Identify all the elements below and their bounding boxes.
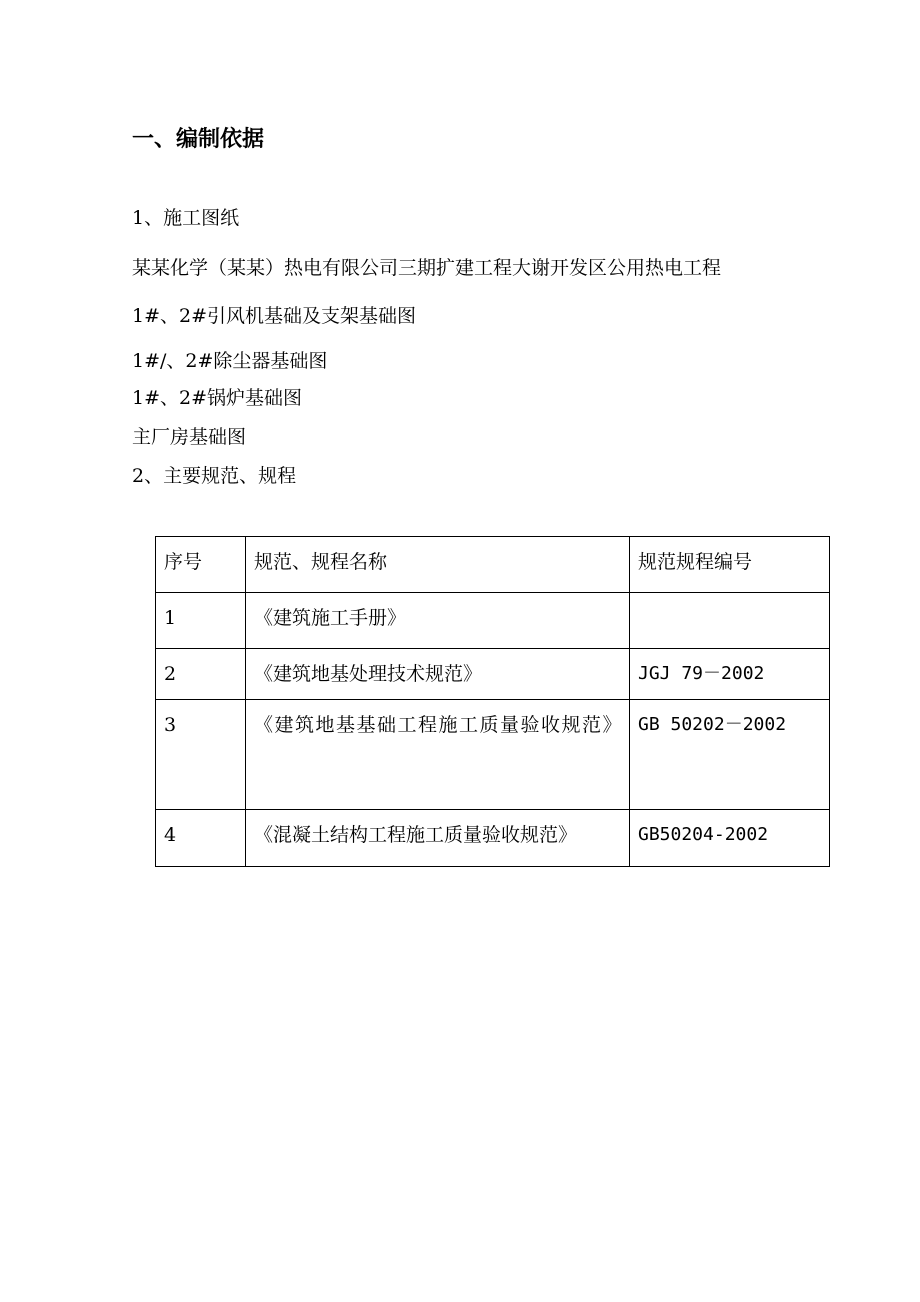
- drawing-fan-foundation: 1#、2#引风机基础及支架基础图: [132, 305, 417, 327]
- cell-name: 《建筑地基处理技术规范》: [246, 649, 630, 700]
- header-name: 规范、规程名称: [246, 537, 630, 593]
- table-row: [156, 649, 830, 700]
- drawing-dust-collector-foundation: 1#/、2#除尘器基础图: [132, 350, 328, 372]
- cell-no: 2: [156, 649, 246, 700]
- item-main-standards: 2、主要规范、规程: [132, 465, 297, 487]
- drawing-main-building-foundation: 主厂房基础图: [132, 426, 247, 448]
- header-code: 规范规程编号: [630, 537, 830, 593]
- cell-code: [630, 593, 830, 649]
- table-row: [156, 810, 830, 867]
- cell-name: 《建筑施工手册》: [246, 593, 630, 649]
- cell-no: 3: [156, 700, 246, 810]
- table-header-row: [156, 537, 830, 593]
- table-row: [156, 700, 830, 810]
- cell-no: 4: [156, 810, 246, 867]
- drawing-boiler-foundation: 1#、2#锅炉基础图: [132, 387, 303, 409]
- cell-code: GB50204-2002: [630, 810, 830, 867]
- project-name: 某某化学（某某）热电有限公司三期扩建工程大谢开发区公用热电工程: [132, 257, 722, 279]
- section-heading: 一、编制依据: [132, 127, 265, 152]
- table-row: [156, 593, 830, 649]
- header-no: 序号: [156, 537, 246, 593]
- cell-no: 1: [156, 593, 246, 649]
- standards-table: [155, 536, 830, 867]
- cell-name: 《建筑地基基础工程施工质量验收规范》: [246, 700, 630, 810]
- item-construction-drawings: 1、施工图纸: [132, 207, 240, 229]
- cell-code: GB 50202－2002: [630, 700, 830, 810]
- cell-code: JGJ 79－2002: [630, 649, 830, 700]
- cell-name: 《混凝土结构工程施工质量验收规范》: [246, 810, 630, 867]
